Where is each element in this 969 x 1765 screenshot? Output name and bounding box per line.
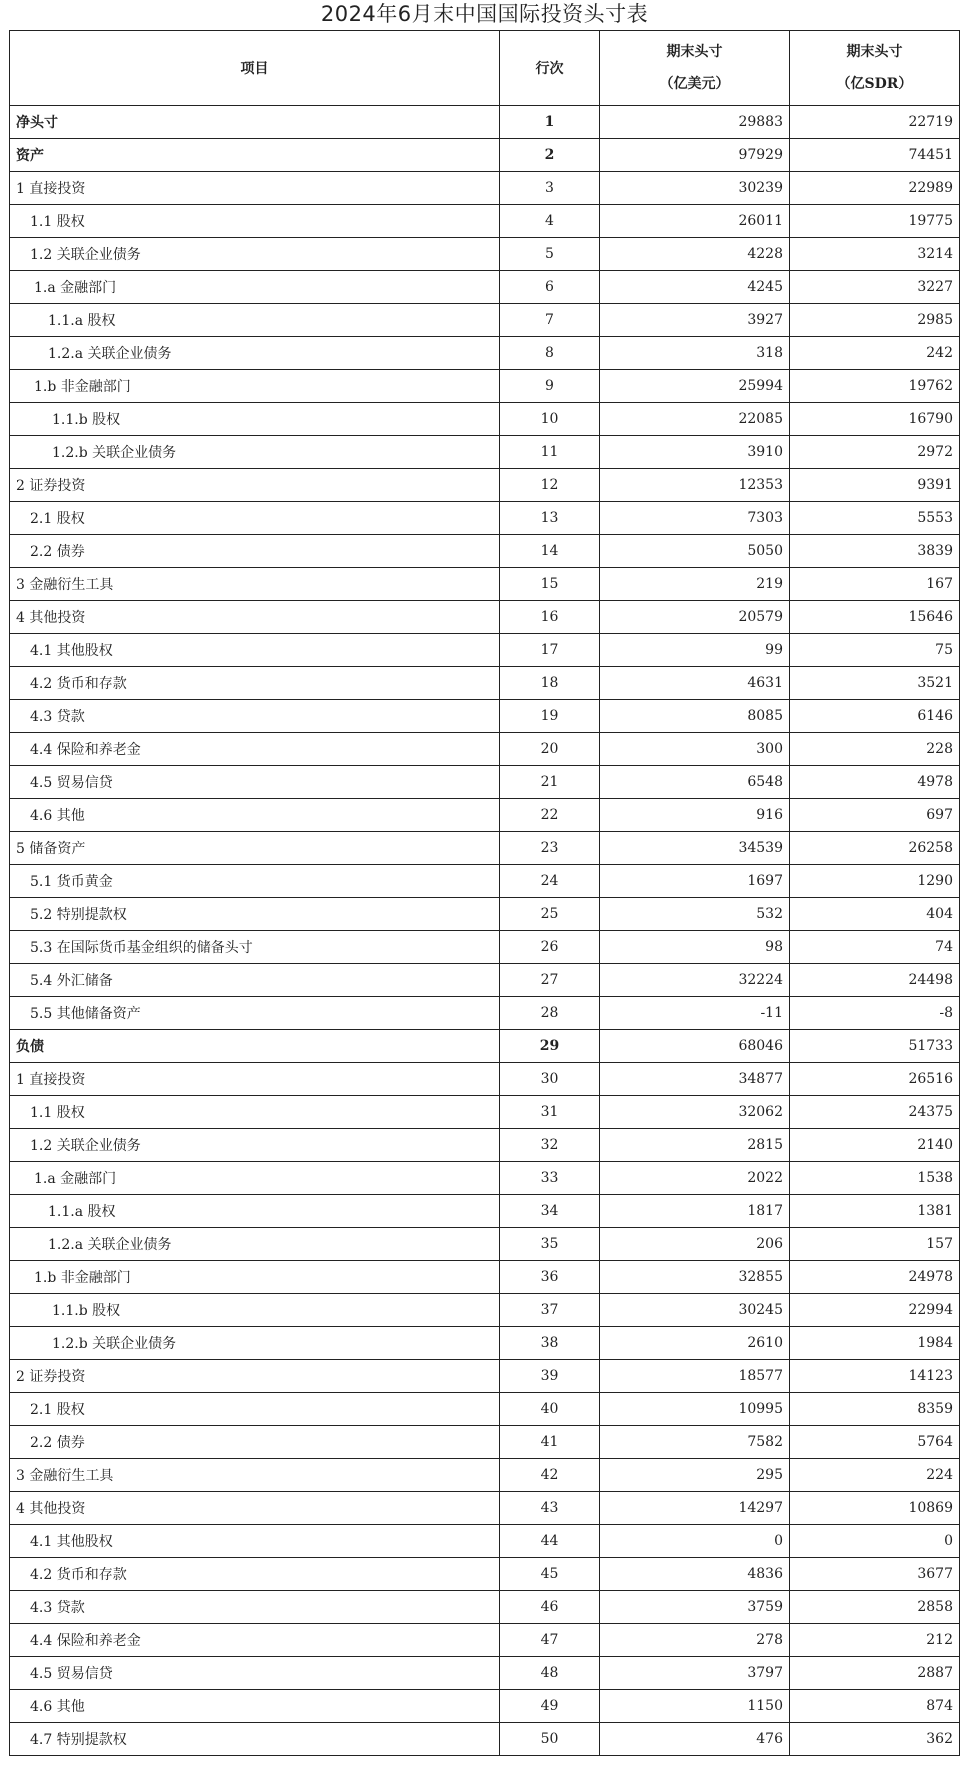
row-value-usd: 2022 <box>600 1162 790 1195</box>
table-row <box>10 1525 960 1558</box>
header-sdr: 期末头寸 （亿SDR） <box>790 31 960 106</box>
table-row <box>10 205 960 238</box>
row-item-label: 4.2 货币和存款 <box>10 1558 500 1591</box>
row-item-label: 1.1.b 股权 <box>10 1294 500 1327</box>
row-value-usd: 30239 <box>600 172 790 205</box>
table-row <box>10 1162 960 1195</box>
header-item: 项目 <box>10 31 500 106</box>
table-row <box>10 997 960 1030</box>
row-value-usd: 10995 <box>600 1393 790 1426</box>
row-item-label: 1 直接投资 <box>10 172 500 205</box>
table-row <box>10 865 960 898</box>
row-value-sdr: 16790 <box>790 403 960 436</box>
table-row <box>10 1327 960 1360</box>
row-item-label: 5.2 特别提款权 <box>10 898 500 931</box>
row-value-usd: -11 <box>600 997 790 1030</box>
row-value-usd: 3927 <box>600 304 790 337</box>
table-row <box>10 535 960 568</box>
row-item-label: 1.a 金融部门 <box>10 271 500 304</box>
row-value-sdr: 19775 <box>790 205 960 238</box>
table-header-row <box>10 31 960 106</box>
row-value-sdr: 24498 <box>790 964 960 997</box>
row-value-usd: 12353 <box>600 469 790 502</box>
table-row <box>10 898 960 931</box>
row-number: 39 <box>500 1360 600 1393</box>
row-value-sdr: 8359 <box>790 1393 960 1426</box>
row-number: 4 <box>500 205 600 238</box>
row-number: 48 <box>500 1657 600 1690</box>
table-row <box>10 1624 960 1657</box>
row-value-sdr: 14123 <box>790 1360 960 1393</box>
row-value-sdr: 2972 <box>790 436 960 469</box>
row-value-sdr: 3677 <box>790 1558 960 1591</box>
row-value-sdr: 4978 <box>790 766 960 799</box>
row-item-label: 1.2 关联企业债务 <box>10 238 500 271</box>
row-value-usd: 4228 <box>600 238 790 271</box>
row-number: 42 <box>500 1459 600 1492</box>
table-row <box>10 106 960 139</box>
row-value-usd: 1817 <box>600 1195 790 1228</box>
row-number: 12 <box>500 469 600 502</box>
row-value-sdr: 224 <box>790 1459 960 1492</box>
row-number: 1 <box>500 106 600 139</box>
row-item-label: 1.1 股权 <box>10 1096 500 1129</box>
row-number: 28 <box>500 997 600 1030</box>
row-value-usd: 34539 <box>600 832 790 865</box>
row-number: 25 <box>500 898 600 931</box>
row-value-sdr: 5764 <box>790 1426 960 1459</box>
row-number: 8 <box>500 337 600 370</box>
row-value-sdr: 1290 <box>790 865 960 898</box>
row-value-sdr: 19762 <box>790 370 960 403</box>
table-row <box>10 1096 960 1129</box>
row-value-sdr: 6146 <box>790 700 960 733</box>
row-value-usd: 34877 <box>600 1063 790 1096</box>
table-row <box>10 436 960 469</box>
row-value-usd: 1150 <box>600 1690 790 1723</box>
row-value-sdr: 362 <box>790 1723 960 1756</box>
row-number: 36 <box>500 1261 600 1294</box>
row-number: 31 <box>500 1096 600 1129</box>
table-row <box>10 931 960 964</box>
row-number: 2 <box>500 139 600 172</box>
row-value-sdr: 22994 <box>790 1294 960 1327</box>
table-row <box>10 1426 960 1459</box>
row-number: 29 <box>500 1030 600 1063</box>
header-row-number: 行次 <box>500 31 600 106</box>
table-row <box>10 1129 960 1162</box>
row-item-label: 4.6 其他 <box>10 799 500 832</box>
row-value-sdr: -8 <box>790 997 960 1030</box>
row-number: 15 <box>500 568 600 601</box>
row-item-label: 4.2 货币和存款 <box>10 667 500 700</box>
row-value-sdr: 75 <box>790 634 960 667</box>
row-number: 37 <box>500 1294 600 1327</box>
row-value-sdr: 3839 <box>790 535 960 568</box>
row-item-label: 4.3 贷款 <box>10 700 500 733</box>
row-value-sdr: 874 <box>790 1690 960 1723</box>
row-item-label: 3 金融衍生工具 <box>10 1459 500 1492</box>
table-row <box>10 271 960 304</box>
row-item-label: 1.1.b 股权 <box>10 403 500 436</box>
row-value-sdr: 3214 <box>790 238 960 271</box>
row-number: 27 <box>500 964 600 997</box>
row-value-sdr: 5553 <box>790 502 960 535</box>
row-value-usd: 1697 <box>600 865 790 898</box>
row-value-usd: 3797 <box>600 1657 790 1690</box>
table-row <box>10 1459 960 1492</box>
row-number: 46 <box>500 1591 600 1624</box>
row-value-usd: 295 <box>600 1459 790 1492</box>
row-item-label: 1.1.a 股权 <box>10 1195 500 1228</box>
page-title: 2024年6月末中国国际投资头寸表 <box>320 2 649 26</box>
row-number: 49 <box>500 1690 600 1723</box>
row-number: 38 <box>500 1327 600 1360</box>
row-value-sdr: 1538 <box>790 1162 960 1195</box>
row-value-usd: 14297 <box>600 1492 790 1525</box>
row-item-label: 4.6 其他 <box>10 1690 500 1723</box>
row-value-usd: 3910 <box>600 436 790 469</box>
row-item-label: 负债 <box>10 1030 500 1063</box>
row-item-label: 2 证券投资 <box>10 469 500 502</box>
table-row <box>10 469 960 502</box>
row-value-usd: 476 <box>600 1723 790 1756</box>
row-item-label: 1.1 股权 <box>10 205 500 238</box>
row-value-usd: 916 <box>600 799 790 832</box>
table-row <box>10 238 960 271</box>
row-value-usd: 68046 <box>600 1030 790 1063</box>
row-value-usd: 5050 <box>600 535 790 568</box>
row-item-label: 1.a 金融部门 <box>10 1162 500 1195</box>
row-item-label: 4.5 贸易信贷 <box>10 766 500 799</box>
row-number: 26 <box>500 931 600 964</box>
row-value-usd: 32855 <box>600 1261 790 1294</box>
row-item-label: 2.2 债券 <box>10 535 500 568</box>
row-value-usd: 318 <box>600 337 790 370</box>
row-value-sdr: 22719 <box>790 106 960 139</box>
row-value-usd: 22085 <box>600 403 790 436</box>
table-row <box>10 601 960 634</box>
iip-table <box>9 30 960 1756</box>
row-item-label: 1.1.a 股权 <box>10 304 500 337</box>
row-value-sdr: 3227 <box>790 271 960 304</box>
row-value-sdr: 3521 <box>790 667 960 700</box>
row-item-label: 5.3 在国际货币基金组织的储备头寸 <box>10 931 500 964</box>
row-value-usd: 4631 <box>600 667 790 700</box>
row-number: 14 <box>500 535 600 568</box>
table-row <box>10 1063 960 1096</box>
row-number: 7 <box>500 304 600 337</box>
row-value-sdr: 51733 <box>790 1030 960 1063</box>
row-item-label: 4.3 贷款 <box>10 1591 500 1624</box>
row-value-usd: 532 <box>600 898 790 931</box>
row-value-sdr: 697 <box>790 799 960 832</box>
row-item-label: 4 其他投资 <box>10 1492 500 1525</box>
table-row <box>10 337 960 370</box>
row-item-label: 1 直接投资 <box>10 1063 500 1096</box>
row-item-label: 2.2 债券 <box>10 1426 500 1459</box>
row-number: 34 <box>500 1195 600 1228</box>
row-number: 21 <box>500 766 600 799</box>
row-value-usd: 4836 <box>600 1558 790 1591</box>
row-value-usd: 2815 <box>600 1129 790 1162</box>
table-row <box>10 700 960 733</box>
row-item-label: 4.1 其他股权 <box>10 634 500 667</box>
table-row <box>10 1723 960 1756</box>
row-item-label: 5.4 外汇储备 <box>10 964 500 997</box>
row-value-usd: 4245 <box>600 271 790 304</box>
table-row <box>10 634 960 667</box>
row-value-usd: 8085 <box>600 700 790 733</box>
row-item-label: 2.1 股权 <box>10 1393 500 1426</box>
row-value-sdr: 22989 <box>790 172 960 205</box>
row-number: 50 <box>500 1723 600 1756</box>
table-row <box>10 766 960 799</box>
row-item-label: 1.b 非金融部门 <box>10 370 500 403</box>
row-value-usd: 26011 <box>600 205 790 238</box>
row-number: 19 <box>500 700 600 733</box>
row-value-usd: 300 <box>600 733 790 766</box>
row-value-usd: 18577 <box>600 1360 790 1393</box>
row-value-usd: 25994 <box>600 370 790 403</box>
row-value-sdr: 74451 <box>790 139 960 172</box>
table-row <box>10 733 960 766</box>
row-value-usd: 2610 <box>600 1327 790 1360</box>
row-number: 43 <box>500 1492 600 1525</box>
row-value-usd: 97929 <box>600 139 790 172</box>
row-number: 3 <box>500 172 600 205</box>
row-value-sdr: 9391 <box>790 469 960 502</box>
row-item-label: 1.2.a 关联企业债务 <box>10 337 500 370</box>
table-row <box>10 403 960 436</box>
row-number: 32 <box>500 1129 600 1162</box>
row-item-label: 4.4 保险和养老金 <box>10 733 500 766</box>
row-number: 47 <box>500 1624 600 1657</box>
row-number: 35 <box>500 1228 600 1261</box>
row-value-sdr: 404 <box>790 898 960 931</box>
row-value-usd: 3759 <box>600 1591 790 1624</box>
row-number: 45 <box>500 1558 600 1591</box>
row-value-sdr: 2858 <box>790 1591 960 1624</box>
row-number: 10 <box>500 403 600 436</box>
row-value-sdr: 24978 <box>790 1261 960 1294</box>
row-number: 18 <box>500 667 600 700</box>
row-number: 44 <box>500 1525 600 1558</box>
row-item-label: 4.5 贸易信贷 <box>10 1657 500 1690</box>
row-value-usd: 98 <box>600 931 790 964</box>
row-value-sdr: 74 <box>790 931 960 964</box>
row-value-usd: 30245 <box>600 1294 790 1327</box>
row-value-usd: 7303 <box>600 502 790 535</box>
row-number: 20 <box>500 733 600 766</box>
table-row <box>10 1690 960 1723</box>
table-row <box>10 964 960 997</box>
row-value-sdr: 212 <box>790 1624 960 1657</box>
row-item-label: 5.5 其他储备资产 <box>10 997 500 1030</box>
table-row <box>10 1228 960 1261</box>
row-item-label: 1.b 非金融部门 <box>10 1261 500 1294</box>
row-item-label: 2 证券投资 <box>10 1360 500 1393</box>
row-number: 5 <box>500 238 600 271</box>
row-number: 41 <box>500 1426 600 1459</box>
row-number: 9 <box>500 370 600 403</box>
row-item-label: 4.4 保险和养老金 <box>10 1624 500 1657</box>
table-row <box>10 1492 960 1525</box>
table-row <box>10 1591 960 1624</box>
row-number: 23 <box>500 832 600 865</box>
row-value-usd: 278 <box>600 1624 790 1657</box>
row-number: 30 <box>500 1063 600 1096</box>
row-item-label: 4.1 其他股权 <box>10 1525 500 1558</box>
row-number: 11 <box>500 436 600 469</box>
row-value-sdr: 157 <box>790 1228 960 1261</box>
row-item-label: 1.2.a 关联企业债务 <box>10 1228 500 1261</box>
table-row <box>10 1195 960 1228</box>
row-value-sdr: 242 <box>790 337 960 370</box>
row-item-label: 1.2.b 关联企业债务 <box>10 436 500 469</box>
row-value-usd: 7582 <box>600 1426 790 1459</box>
row-value-usd: 6548 <box>600 766 790 799</box>
table-row <box>10 370 960 403</box>
row-value-sdr: 10869 <box>790 1492 960 1525</box>
row-value-sdr: 2887 <box>790 1657 960 1690</box>
row-item-label: 1.2 关联企业债务 <box>10 1129 500 1162</box>
row-value-sdr: 0 <box>790 1525 960 1558</box>
row-item-label: 净头寸 <box>10 106 500 139</box>
row-item-label: 4.7 特别提款权 <box>10 1723 500 1756</box>
row-value-sdr: 1381 <box>790 1195 960 1228</box>
row-value-sdr: 24375 <box>790 1096 960 1129</box>
row-value-sdr: 228 <box>790 733 960 766</box>
row-item-label: 3 金融衍生工具 <box>10 568 500 601</box>
table-row <box>10 1360 960 1393</box>
table-row <box>10 1030 960 1063</box>
row-value-usd: 32224 <box>600 964 790 997</box>
row-number: 13 <box>500 502 600 535</box>
row-value-usd: 29883 <box>600 106 790 139</box>
table-row <box>10 139 960 172</box>
row-value-sdr: 26516 <box>790 1063 960 1096</box>
row-number: 40 <box>500 1393 600 1426</box>
row-item-label: 4 其他投资 <box>10 601 500 634</box>
row-number: 17 <box>500 634 600 667</box>
row-item-label: 5 储备资产 <box>10 832 500 865</box>
row-item-label: 1.2.b 关联企业债务 <box>10 1327 500 1360</box>
table-row <box>10 667 960 700</box>
row-value-sdr: 1984 <box>790 1327 960 1360</box>
row-value-sdr: 167 <box>790 568 960 601</box>
row-number: 24 <box>500 865 600 898</box>
table-row <box>10 172 960 205</box>
row-value-usd: 20579 <box>600 601 790 634</box>
table-row <box>10 1657 960 1690</box>
row-value-usd: 32062 <box>600 1096 790 1129</box>
row-number: 16 <box>500 601 600 634</box>
row-number: 22 <box>500 799 600 832</box>
table-row <box>10 832 960 865</box>
table-row <box>10 799 960 832</box>
row-value-usd: 206 <box>600 1228 790 1261</box>
row-number: 33 <box>500 1162 600 1195</box>
row-value-usd: 0 <box>600 1525 790 1558</box>
table-row <box>10 502 960 535</box>
table-row <box>10 1294 960 1327</box>
header-usd: 期末头寸 （亿美元） <box>600 31 790 106</box>
row-item-label: 资产 <box>10 139 500 172</box>
table-row <box>10 1261 960 1294</box>
row-item-label: 2.1 股权 <box>10 502 500 535</box>
row-value-sdr: 26258 <box>790 832 960 865</box>
row-number: 6 <box>500 271 600 304</box>
row-item-label: 5.1 货币黄金 <box>10 865 500 898</box>
row-value-sdr: 15646 <box>790 601 960 634</box>
table-row <box>10 1558 960 1591</box>
table-row <box>10 568 960 601</box>
table-row <box>10 304 960 337</box>
row-value-sdr: 2140 <box>790 1129 960 1162</box>
row-value-usd: 219 <box>600 568 790 601</box>
table-row <box>10 1393 960 1426</box>
row-value-sdr: 2985 <box>790 304 960 337</box>
row-value-usd: 99 <box>600 634 790 667</box>
